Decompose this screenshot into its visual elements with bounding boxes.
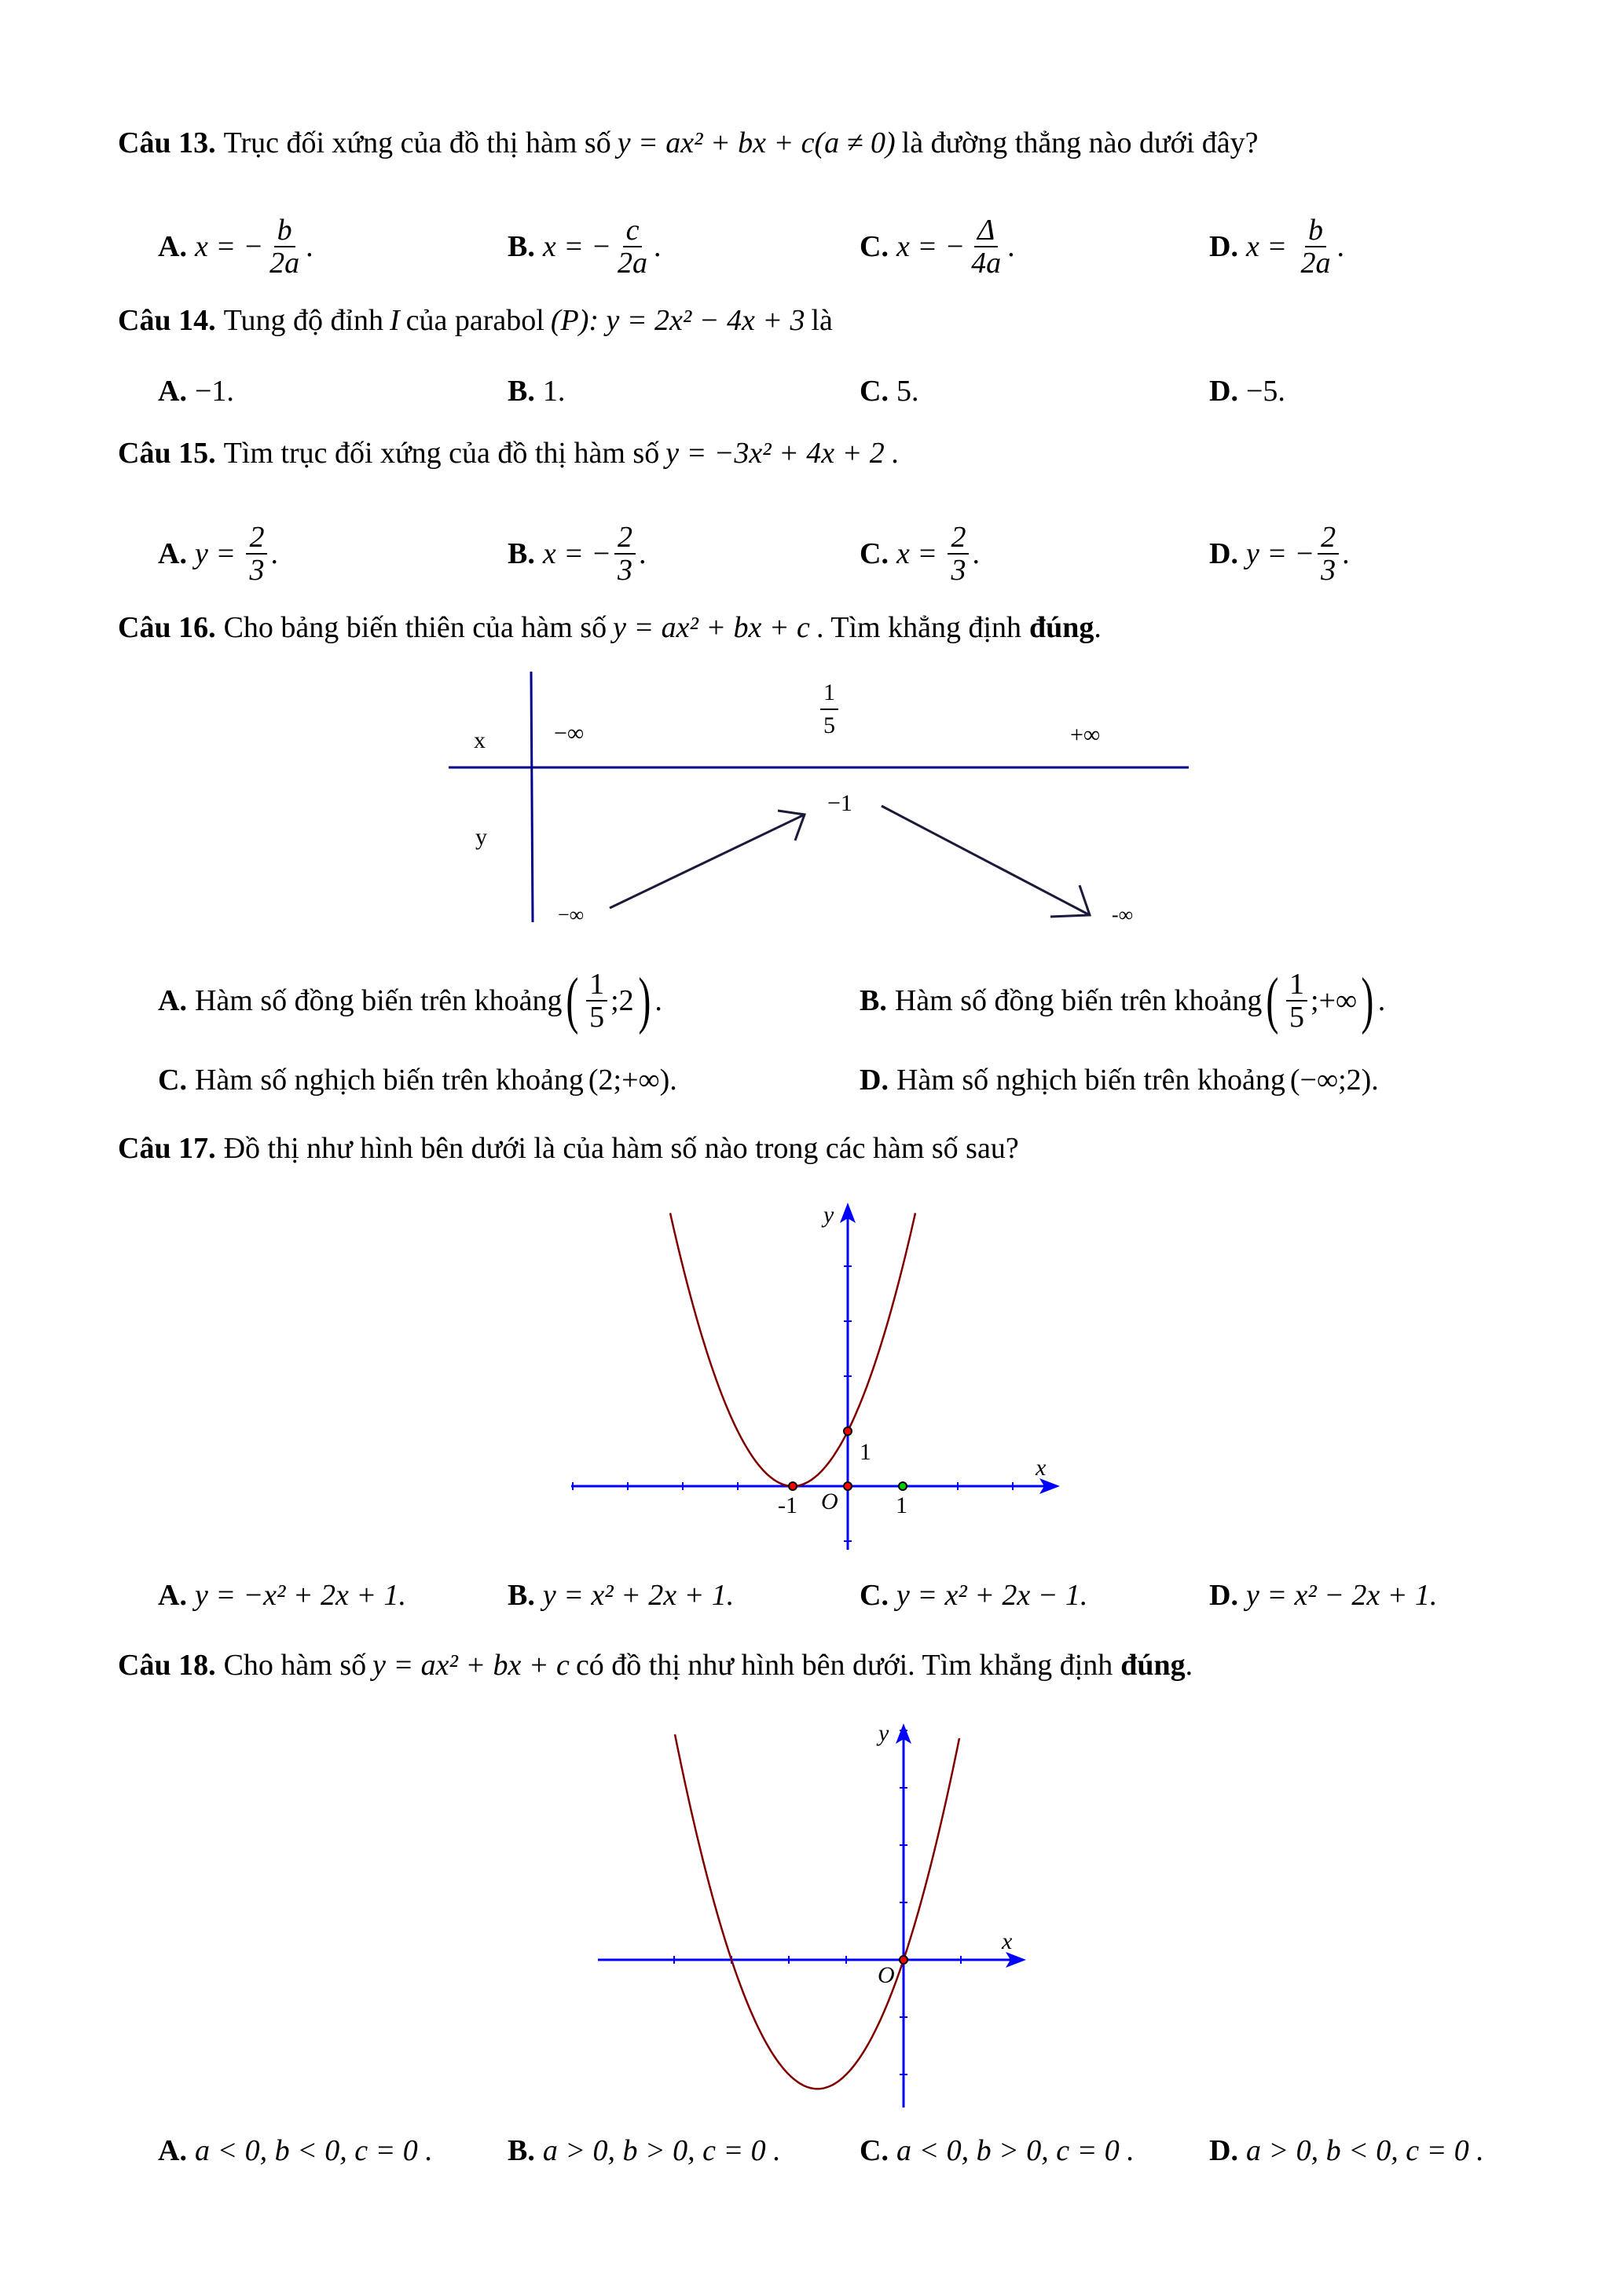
graph-point bbox=[900, 1956, 907, 1964]
option-value: −1. bbox=[194, 375, 234, 408]
interval: (−∞;2). bbox=[1289, 1064, 1379, 1097]
fraction bbox=[266, 214, 302, 279]
numerator: 1 bbox=[820, 677, 838, 710]
option-a[interactable] bbox=[158, 2133, 433, 2168]
parabola-curve bbox=[675, 1734, 959, 2089]
option-value: y = x² − 2x + 1. bbox=[1245, 1579, 1438, 1612]
option-d[interactable] bbox=[1209, 522, 1350, 586]
option-key: D. bbox=[1209, 1579, 1238, 1612]
question-text: Cho hàm số bbox=[223, 1649, 367, 1682]
interval: (2;+∞). bbox=[588, 1064, 677, 1097]
option-key: C. bbox=[860, 375, 889, 408]
option-value: a < 0, b < 0, c = 0 . bbox=[194, 2134, 433, 2167]
question-text: là bbox=[811, 304, 833, 337]
table-y-top: −1 bbox=[827, 790, 852, 816]
option-key: C. bbox=[860, 537, 889, 570]
option-text: Hàm số đồng biến trên khoảng bbox=[894, 984, 1263, 1017]
denominator: 3 bbox=[249, 554, 265, 587]
option-key: C. bbox=[158, 1064, 187, 1097]
question-text: Tung độ đỉnh bbox=[223, 304, 384, 337]
table-x-right: +∞ bbox=[1070, 722, 1101, 748]
option-b[interactable] bbox=[508, 522, 647, 586]
question-text: Trục đối xứng của đồ thị hàm số bbox=[223, 126, 611, 159]
origin-label: O bbox=[821, 1489, 838, 1514]
denominator: 2a bbox=[618, 247, 648, 280]
fraction bbox=[1318, 522, 1339, 586]
option-key: B. bbox=[508, 1579, 535, 1612]
option-key: D. bbox=[1209, 230, 1238, 263]
option-key: B. bbox=[508, 2134, 535, 2167]
option-key: B. bbox=[508, 230, 535, 263]
option-key: B. bbox=[860, 984, 887, 1017]
formula-lhs: y = bbox=[194, 537, 244, 570]
numerator: 1 bbox=[586, 969, 607, 1002]
period: . bbox=[1007, 230, 1015, 263]
option-b[interactable] bbox=[508, 1578, 734, 1613]
numerator: c bbox=[623, 214, 643, 247]
option-c[interactable] bbox=[860, 374, 918, 408]
interval-end: ;2 bbox=[610, 984, 634, 1017]
period: . bbox=[1377, 984, 1386, 1017]
emphasis: đúng bbox=[1120, 1649, 1186, 1682]
option-d[interactable] bbox=[1209, 374, 1285, 408]
formula: y = −3x² + 4x + 2 . bbox=[665, 437, 900, 470]
option-a[interactable] bbox=[158, 1578, 406, 1613]
y-axis-label: y bbox=[878, 1720, 889, 1746]
question-text: . Tìm khẳng định bbox=[816, 611, 1022, 644]
formula: y = ax² + bx + c bbox=[372, 1649, 570, 1682]
period: . bbox=[654, 230, 662, 263]
option-key: D. bbox=[1209, 2134, 1238, 2167]
formula-lhs: y = − bbox=[1245, 537, 1315, 570]
question-text: Tìm trục đối xứng của đồ thị hàm số bbox=[223, 437, 660, 470]
period: . bbox=[1342, 537, 1350, 570]
formula: y = ax² + bx + c(a ≠ 0) bbox=[617, 126, 896, 159]
y-tick-label: 1 bbox=[860, 1439, 871, 1465]
option-text: Hàm số nghịch biến trên khoảng bbox=[896, 1064, 1285, 1097]
option-text: Hàm số đồng biến trên khoảng bbox=[194, 984, 563, 1017]
option-a[interactable]: A. Hàm số đồng biến trên khoảng ( $\frac{1}{5}$ ;2 ) . bbox=[158, 966, 662, 1035]
option-b[interactable] bbox=[508, 374, 565, 408]
option-key: A. bbox=[158, 1579, 187, 1612]
period: . bbox=[1185, 1649, 1193, 1682]
option-key: A. bbox=[158, 375, 187, 408]
formula-lhs: x = bbox=[1245, 230, 1295, 263]
option-key: C. bbox=[860, 1579, 889, 1612]
table-x-label: x bbox=[474, 727, 486, 753]
option-d[interactable] bbox=[1209, 214, 1344, 279]
option-key: A. bbox=[158, 2134, 187, 2167]
question-text: là đường thẳng nào dưới đây? bbox=[901, 126, 1259, 159]
fraction bbox=[948, 522, 969, 586]
numerator: b bbox=[1305, 214, 1326, 247]
option-key: D. bbox=[1209, 537, 1238, 570]
option-key: B. bbox=[508, 537, 535, 570]
denominator: 3 bbox=[618, 554, 633, 587]
question-text: Cho bảng biến thiên của hàm số bbox=[223, 611, 607, 644]
question-text: có đồ thị như hình bên dưới. Tìm khẳng định bbox=[575, 1649, 1113, 1682]
question-label: Câu 17. bbox=[118, 1132, 216, 1165]
formula-lhs: x = − bbox=[194, 230, 264, 263]
formula: I bbox=[390, 304, 400, 337]
formula-lhs: x = − bbox=[542, 230, 612, 263]
fraction bbox=[614, 522, 636, 586]
denominator: 3 bbox=[1321, 554, 1336, 587]
numerator: 2 bbox=[948, 522, 969, 555]
option-value: y = x² + 2x − 1. bbox=[896, 1579, 1088, 1612]
option-value: −5. bbox=[1245, 375, 1285, 408]
formula: (P): y = 2x² − 4x + 3 bbox=[550, 304, 805, 337]
question-label: Câu 15. bbox=[118, 437, 216, 470]
numerator: Δ bbox=[974, 214, 998, 247]
period: . bbox=[1094, 611, 1102, 644]
option-text: Hàm số nghịch biến trên khoảng bbox=[194, 1064, 584, 1097]
numerator: 1 bbox=[1286, 969, 1307, 1002]
fraction bbox=[1297, 214, 1333, 279]
option-value: y = x² + 2x + 1. bbox=[542, 1579, 735, 1612]
numerator: b bbox=[274, 214, 295, 247]
option-b[interactable] bbox=[508, 2133, 781, 2168]
origin-label: O bbox=[878, 1962, 895, 1988]
numerator: 2 bbox=[246, 522, 267, 555]
option-value: 5. bbox=[896, 375, 919, 408]
option-b[interactable]: B. Hàm số đồng biến trên khoảng ( $\frac{1}{5}$ ;+∞ ) . bbox=[860, 966, 1386, 1035]
option-key: A. bbox=[158, 230, 187, 263]
option-value: 1. bbox=[542, 375, 566, 408]
table-y-left: −∞ bbox=[558, 903, 585, 926]
option-a[interactable] bbox=[158, 214, 313, 279]
question-label: Câu 18. bbox=[118, 1649, 216, 1682]
x-tick-label: 1 bbox=[896, 1492, 907, 1518]
option-key: B. bbox=[508, 375, 535, 408]
option-b[interactable] bbox=[508, 214, 662, 279]
question-text: của parabol bbox=[405, 304, 544, 337]
table-x-left: −∞ bbox=[554, 720, 585, 746]
option-value: a < 0, b > 0, c = 0 . bbox=[896, 2134, 1135, 2167]
numerator: 2 bbox=[614, 522, 636, 555]
option-value: y = −x² + 2x + 1. bbox=[194, 1579, 407, 1612]
question-label: Câu 14. bbox=[118, 304, 216, 337]
numerator: 2 bbox=[1318, 522, 1339, 555]
option-d[interactable] bbox=[1209, 2133, 1484, 2168]
option-key: D. bbox=[1209, 375, 1238, 408]
table-y-right: -∞ bbox=[1112, 903, 1134, 926]
question-text: Đồ thị như hình bên dưới là của hàm số nào trong các hàm số sau? bbox=[223, 1132, 1019, 1165]
denominator: 5 bbox=[823, 712, 835, 738]
fraction bbox=[614, 214, 651, 279]
option-a[interactable] bbox=[158, 522, 278, 586]
denominator: 4a bbox=[971, 247, 1002, 280]
option-c[interactable] bbox=[860, 2133, 1135, 2168]
period: . bbox=[654, 984, 662, 1017]
denominator: 5 bbox=[589, 1001, 605, 1034]
fraction bbox=[246, 522, 267, 586]
denominator: 3 bbox=[951, 554, 966, 587]
formula: y = ax² + bx + c bbox=[613, 611, 810, 644]
denominator: 2a bbox=[269, 247, 300, 280]
question-label: Câu 16. bbox=[118, 611, 216, 644]
emphasis: đúng bbox=[1029, 611, 1094, 644]
fraction bbox=[968, 214, 1004, 279]
interval-end: ;+∞ bbox=[1311, 984, 1358, 1017]
x-tick-label: -1 bbox=[778, 1492, 797, 1518]
denominator: 5 bbox=[1289, 1001, 1305, 1034]
y-axis-label: y bbox=[823, 1202, 834, 1228]
option-key: A. bbox=[158, 537, 187, 570]
option-value: a > 0, b < 0, c = 0 . bbox=[1245, 2134, 1484, 2167]
option-key: C. bbox=[860, 2134, 889, 2167]
period: . bbox=[972, 537, 980, 570]
period: . bbox=[1336, 230, 1344, 263]
option-a[interactable] bbox=[158, 374, 234, 408]
option-key: C. bbox=[860, 230, 889, 263]
option-c[interactable] bbox=[860, 214, 1015, 279]
option-key: A. bbox=[158, 984, 187, 1017]
option-value: a > 0, b > 0, c = 0 . bbox=[542, 2134, 781, 2167]
formula-lhs: x = − bbox=[896, 230, 966, 263]
period: . bbox=[306, 230, 313, 263]
x-axis-label: x bbox=[1036, 1455, 1047, 1481]
option-d[interactable] bbox=[1209, 1578, 1437, 1613]
option-c[interactable] bbox=[860, 1578, 1087, 1613]
period: . bbox=[639, 537, 647, 570]
question-label: Câu 13. bbox=[118, 126, 216, 159]
x-axis-label: x bbox=[1002, 1928, 1013, 1954]
denominator: 2a bbox=[1300, 247, 1331, 280]
period: . bbox=[270, 537, 278, 570]
formula-lhs: x = bbox=[896, 537, 945, 570]
option-key: D. bbox=[860, 1064, 889, 1097]
option-c[interactable] bbox=[860, 522, 980, 586]
formula-lhs: x = − bbox=[542, 537, 612, 570]
table-y-label: y bbox=[475, 824, 487, 850]
